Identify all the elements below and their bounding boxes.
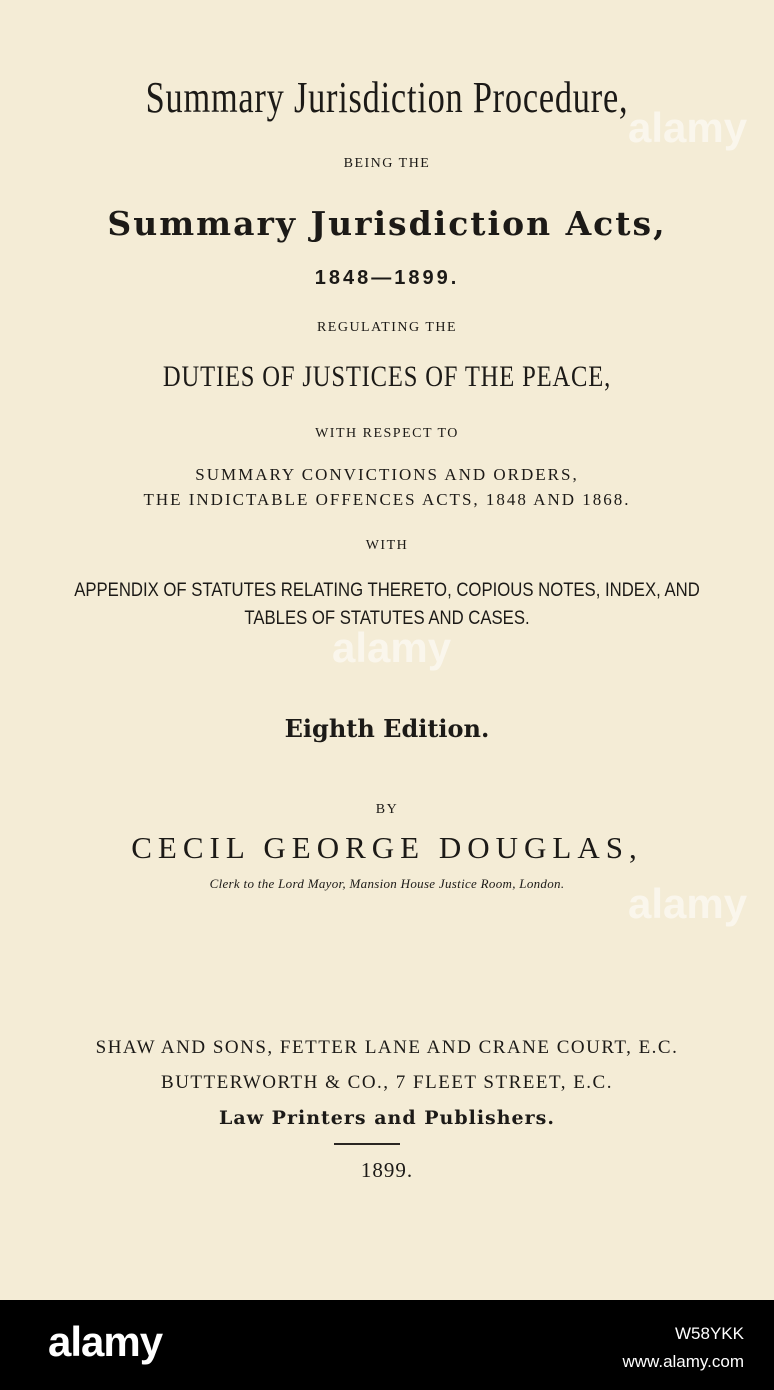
appendix-line-2: TABLES OF STATUTES AND CASES. bbox=[244, 608, 530, 629]
author-name: CECIL GEORGE DOUGLAS, bbox=[131, 830, 643, 865]
years-range: 1848—1899. bbox=[314, 267, 460, 289]
publisher-line-1: SHAW AND SONS, FETTER LANE AND CRANE COURT, E.C. bbox=[95, 1037, 679, 1058]
with-respect-text: WITH RESPECT TO bbox=[315, 426, 459, 441]
being-the-text: BEING THE bbox=[343, 156, 431, 171]
author-role: Clerk to the Lord Mayor, Mansion House Justice Room, London. bbox=[209, 876, 565, 891]
publication-year: 1899. bbox=[360, 1158, 414, 1182]
appendix-line-1: APPENDIX OF STATUTES RELATING THERETO, COPIOUS NOTES, INDEX, AND bbox=[74, 580, 700, 601]
edition-text: Eighth Edition. bbox=[284, 714, 490, 743]
divider-rule bbox=[334, 1143, 400, 1145]
acts-title: Summary Jurisdiction Acts, bbox=[107, 204, 667, 243]
convictions-line: SUMMARY CONVICTIONS AND ORDERS, bbox=[195, 465, 579, 484]
duties-heading: DUTIES OF JUSTICES OF THE PEACE, bbox=[162, 360, 612, 393]
watermark-logo: alamy bbox=[332, 624, 452, 671]
main-title: Summary Jurisdiction Procedure, bbox=[145, 73, 629, 122]
alamy-logo: alamy bbox=[48, 1318, 163, 1365]
watermark-logo: alamy bbox=[628, 104, 748, 151]
image-id: W58YKK bbox=[675, 1324, 744, 1343]
indictable-line: THE INDICTABLE OFFENCES ACTS, 1848 AND 1868. bbox=[143, 490, 631, 509]
publisher-line-2: BUTTERWORTH & CO., 7 FLEET STREET, E.C. bbox=[161, 1072, 613, 1093]
with-text: WITH bbox=[365, 538, 409, 553]
watermark-logo: alamy bbox=[628, 880, 748, 927]
alamy-footer-bar bbox=[0, 1300, 774, 1390]
publisher-line-3: Law Printers and Publishers. bbox=[219, 1107, 555, 1129]
regulating-text: REGULATING THE bbox=[316, 320, 458, 335]
by-text: BY bbox=[375, 802, 399, 817]
alamy-url: www.alamy.com bbox=[622, 1352, 744, 1371]
